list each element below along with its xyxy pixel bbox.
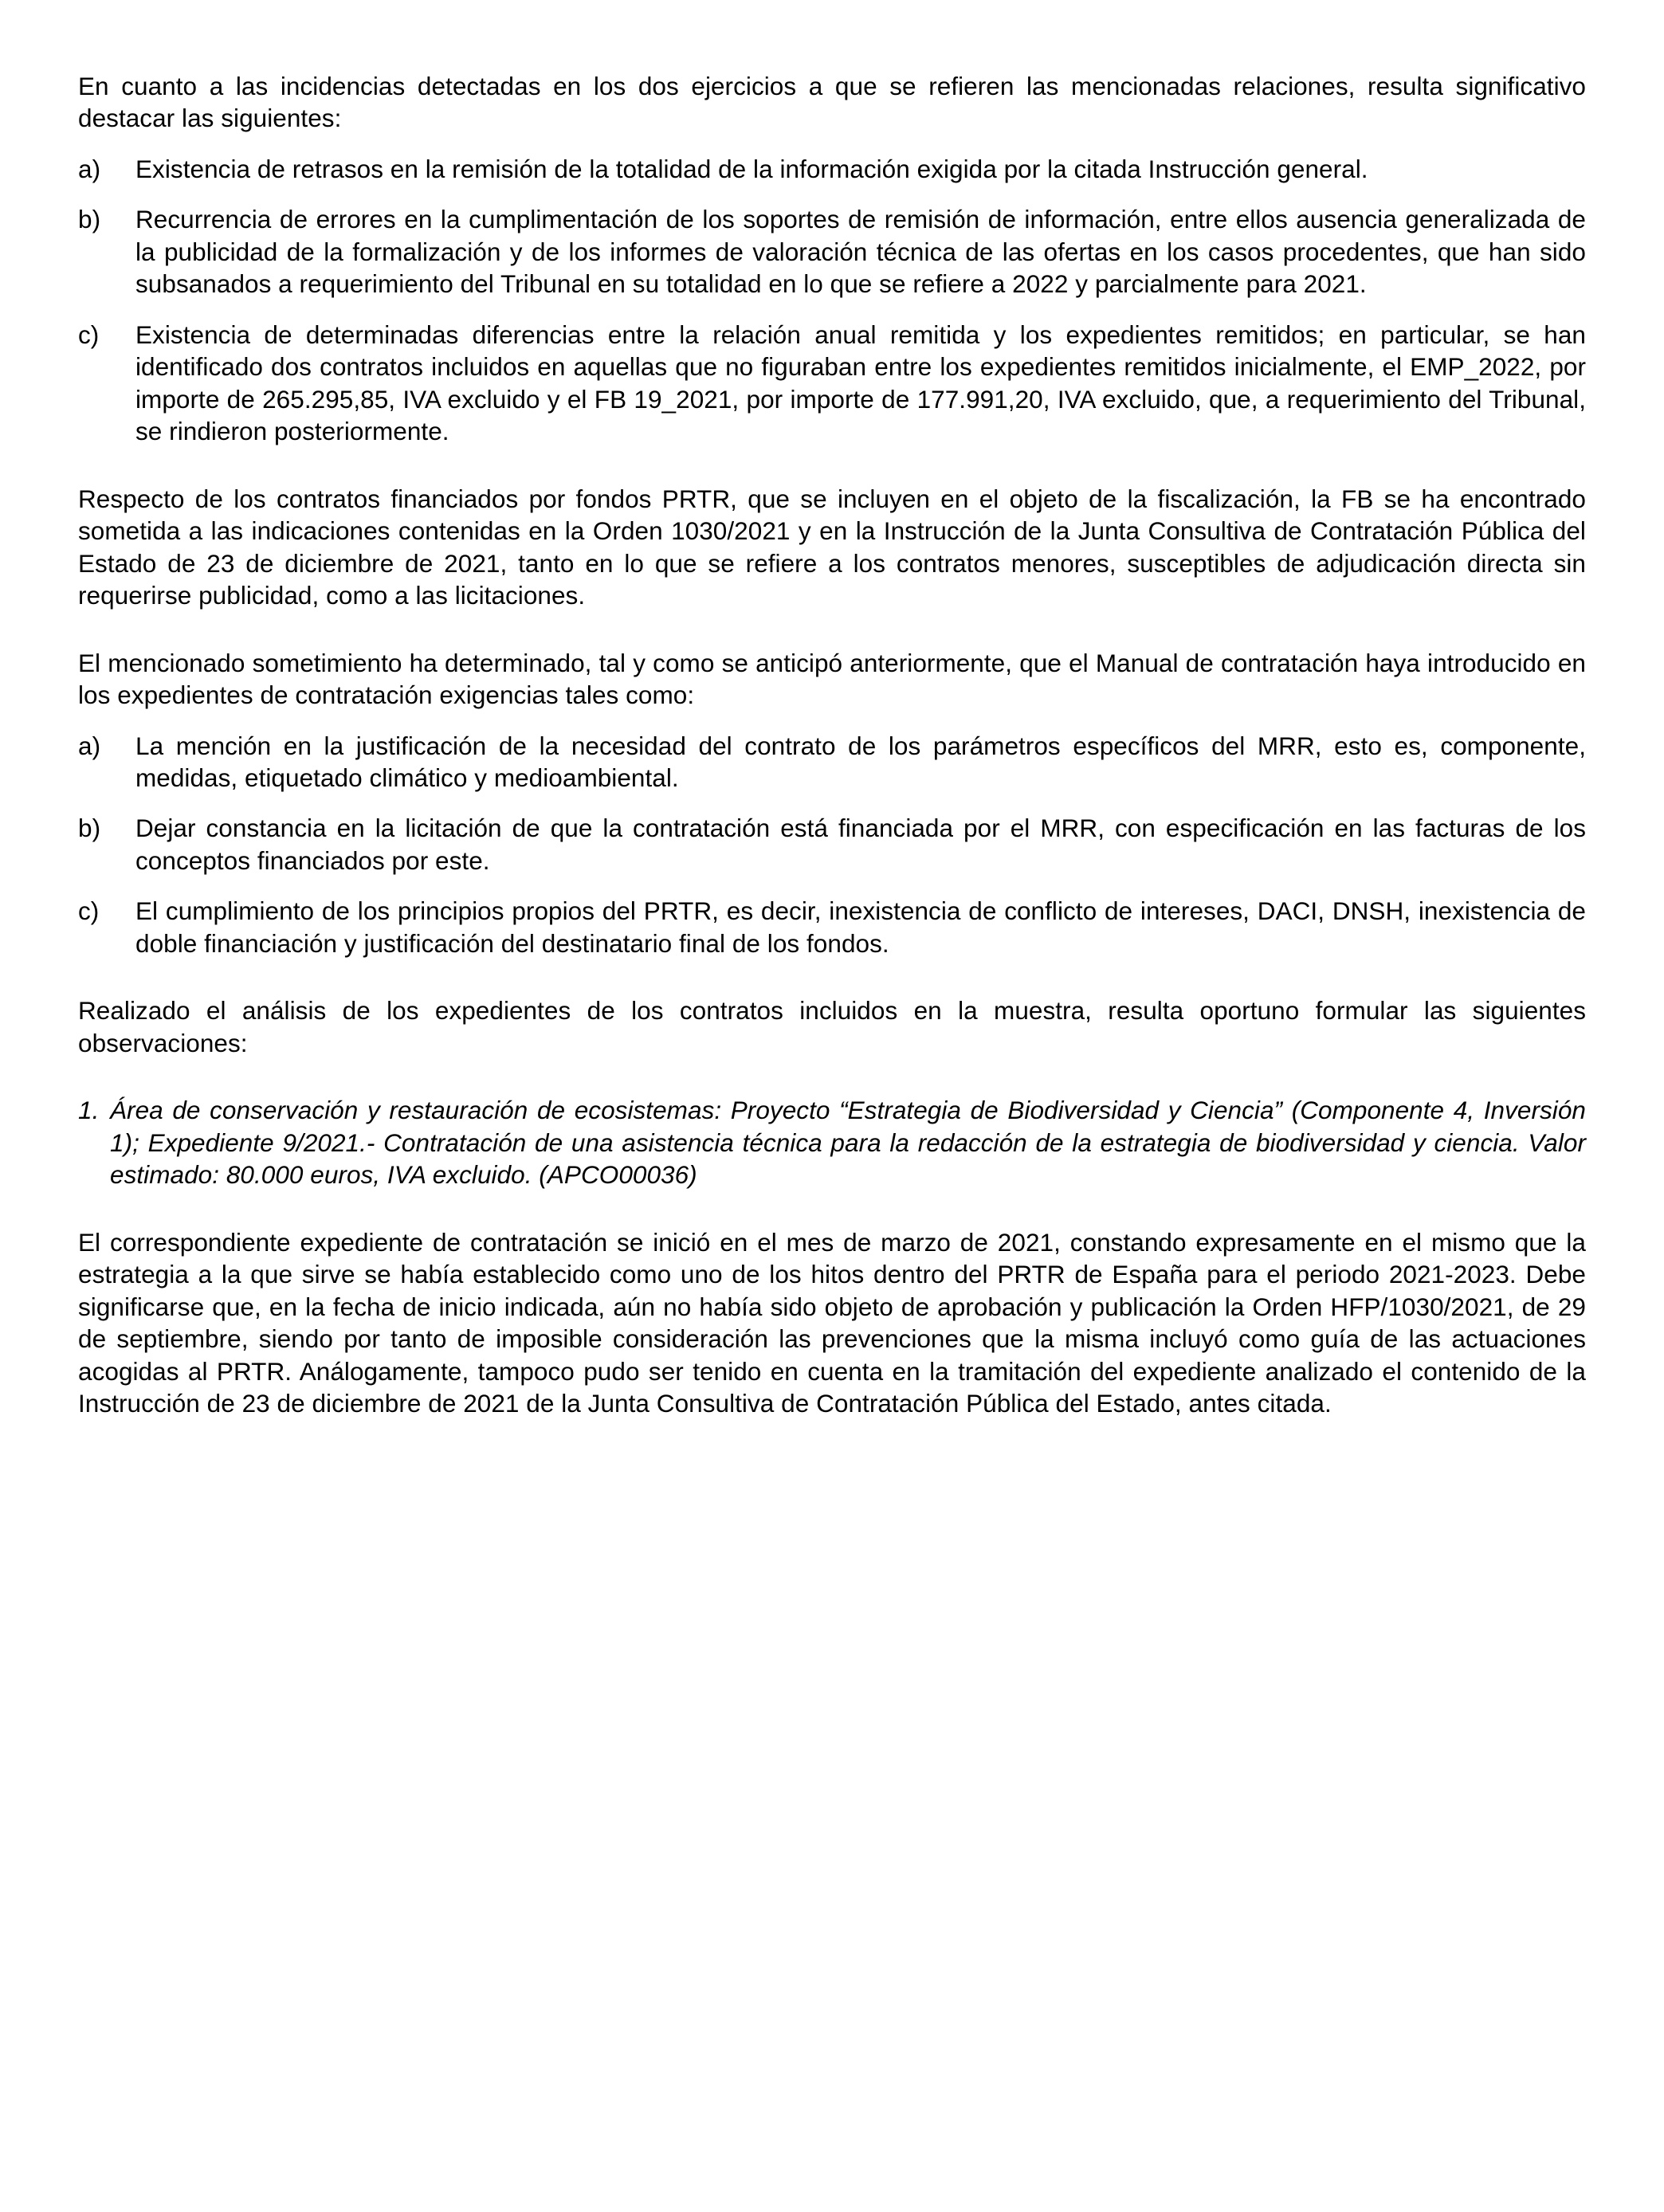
requirement-list-item-c [78,895,1586,959]
spacer [78,612,1586,647]
list-marker: c) [78,320,100,349]
spacer [78,1191,1586,1226]
spacer [78,712,1586,730]
spacer [78,185,1586,203]
list-item-text: El cumplimiento de los principios propios del PRTR, es decir, inexistencia de conflicto de intereses, DACI, DNSH, inexistencia de doble financiación y justificación del destinatario final de los fondos. [135,896,1586,958]
list-marker: c) [78,896,100,926]
observation-item-1 [78,1094,1586,1190]
spacer [78,300,1586,319]
spacer [78,1059,1586,1094]
analysis-paragraph: Realizado el análisis de los expedientes de los contratos incluidos en la muestra, resulta oportuno formular las siguientes observaciones: [78,996,1586,1057]
incidence-list-item-b [78,203,1586,300]
list-marker: a) [78,731,101,760]
document-body [78,70,1586,1419]
manual-paragraph: El mencionado sometimiento ha determinado, tal y como se anticipó anteriormente, que el Manual de contratación haya introducido en los expedientes de contratación exigencias tales como: [78,648,1586,710]
closing-paragraph: El correspondiente expediente de contratación se inició en el mes de marzo de 2021, constando expresamente en el mismo que la estrategia a la que sirve se había establecido como uno de los hitos dentro del PRTR de España para el periodo 2021-2023. Debe significarse que, en la fecha de inicio indicada, aún no había sido objeto de aprobación y publicación la Orden HFP/1030/2021, de 29 de septiembre, siendo por tanto de imposible consideración las prevenciones que la misma incluyó como guía de las actuaciones acogidas al PRTR. Análogamente, tampoco pudo ser tenido en cuenta en la tramitación del expediente analizado el contenido de la Instrucción de 23 de diciembre de 2021 de la Junta Consultiva de Contratación Pública del Estado, antes citada. [78,1227,1586,1418]
list-marker: b) [78,205,101,234]
list-item-text: La mención en la justificación de la necesidad del contrato de los parámetros específicos del MRR, esto es, componente, medidas, etiquetado climático y medioambiental. [135,731,1586,792]
requirement-list-item-a [78,730,1586,794]
list-item-text: Recurrencia de errores en la cumplimentación de los soportes de remisión de información, entre ellos ausencia generalizada de la publicidad de la formalización y de los informes de valoración técnica de las ofertas en los casos procedentes, que han sido subsanados a requerimiento del Tribunal en su totalidad en lo que se refiere a 2022 y parcialmente para 2021. [135,205,1586,299]
list-item-text: Dejar constancia en la licitación de que la contratación está financiada por el MRR, con especificación en las facturas de los conceptos financiados por este. [135,814,1586,875]
requirement-list-item-b [78,812,1586,877]
spacer [78,448,1586,483]
spacer [78,794,1586,812]
list-item-text: Existencia de determinadas diferencias entre la relación anual remitida y los expedientes remitidos; en particular, se han identificado dos contratos incluidos en aquellas que no figuraban entre los expedientes remitidos inicialmente, el EMP_2022, por importe de 265.295,85, IVA excluido y el FB 19_2021, por importe de 177.991,20, IVA excluido, que, a requerimiento del Tribunal, se rindieron posteriormente. [135,320,1586,446]
spacer [78,877,1586,895]
observation-marker: 1. [78,1096,100,1125]
spacer [78,959,1586,994]
intro-paragraph: En cuanto a las incidencias detectadas en los dos ejercicios a que se refieren las mencionadas relaciones, resulta significativo destacar las siguientes: [78,72,1586,133]
observation-text: Área de conservación y restauración de ecosistemas: Proyecto “Estrategia de Biodiversidad y Ciencia” (Componente 4, Inversión 1); Expediente 9/2021.- Contratación de una asistencia técnica para la redacción de la estrategia de biodiversidad y ciencia. Valor estimado: 80.000 euros, IVA excluido. (APCO00036) [110,1096,1586,1190]
incidence-list-item-c [78,319,1586,448]
list-marker: b) [78,814,101,843]
incidence-list-item-a [78,153,1586,185]
prtr-paragraph: Respecto de los contratos financiados por fondos PRTR, que se incluyen en el objeto de la fiscalización, la FB se ha encontrado sometida a las indicaciones contenidas en la Orden 1030/2021 y en la Instrucción de la Junta Consultiva de Contratación Pública del Estado de 23 de diciembre de 2021, tanto en lo que se refiere a los contratos menores, susceptibles de adjudicación directa sin requerirse publicidad, como a las licitaciones. [78,484,1586,610]
list-marker: a) [78,154,101,183]
list-item-text: Existencia de retrasos en la remisión de la totalidad de la información exigida por la citada Instrucción general. [135,154,1368,183]
spacer [78,135,1586,153]
